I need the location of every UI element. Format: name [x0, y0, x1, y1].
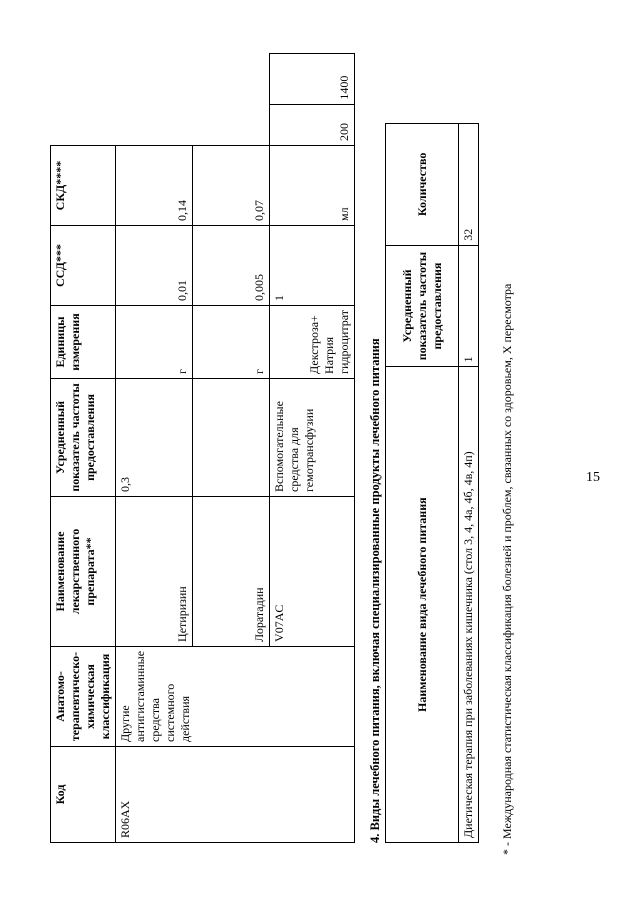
- header-diet-qty: Количество: [386, 124, 459, 246]
- cell-atc: Вспомогательные средства для гемотрансфузии: [270, 378, 355, 496]
- cell-skd: 0,14: [116, 146, 193, 226]
- header-diet-avg: Усредненный показатель частоты предоставления: [386, 245, 459, 367]
- cell-avg: [193, 378, 270, 496]
- header-avg: Усредненный показатель частоты предоставления: [51, 378, 116, 496]
- cell-code: V07AC: [270, 496, 355, 646]
- header-unit: Единицы измерения: [51, 306, 116, 379]
- header-diet-name: Наименование вида лечебного питания: [386, 367, 459, 843]
- drug-table-header: [51, 54, 116, 843]
- cell-avg: 0,3: [116, 378, 193, 496]
- table-row: [459, 124, 479, 843]
- page-number: 15: [586, 470, 600, 485]
- header-atc: Анатомо-терапевтическо-химическая классификация: [51, 646, 116, 746]
- cell-avg: 1: [270, 226, 355, 306]
- cell-ssd: 0,01: [116, 226, 193, 306]
- cell-ssd: 200: [270, 104, 355, 145]
- section-title: 4. Виды лечебного питания, включая специализированные продукты лечебного питания: [368, 338, 382, 843]
- cell-ssd: 0,005: [193, 226, 270, 306]
- cell-name: Цетиризин: [116, 496, 193, 646]
- cell-diet-qty: 32: [459, 124, 479, 246]
- cell-atc: Другие антигистаминные средства системного действия: [116, 646, 355, 746]
- diet-table-header: [386, 124, 459, 843]
- diet-table: [385, 123, 479, 843]
- header-name: Наименование лекарственного препарата**: [51, 496, 116, 646]
- table-row: [116, 54, 193, 843]
- cell-name: Декстроза+ Натрия гидроцитрат: [270, 306, 355, 379]
- cell-unit: г: [116, 306, 193, 379]
- cell-skd: 0,07: [193, 146, 270, 226]
- cell-unit: мл: [270, 146, 355, 226]
- cell-skd: 1400: [270, 54, 355, 105]
- footnote: * - Международная статистическая классификация болезней и проблем, связанных со здоровьем, X пересмотра: [500, 283, 514, 855]
- header-code: Код: [51, 747, 116, 843]
- header-skd: СКД****: [51, 146, 116, 226]
- drug-table: [50, 53, 355, 843]
- header-ssd: ССД***: [51, 226, 116, 306]
- cell-name: Лоратадин: [193, 496, 270, 646]
- cell-code: R06AX: [116, 747, 355, 843]
- cell-unit: г: [193, 306, 270, 379]
- cell-diet-name: Диетическая терапия при заболеваниях кишечника (стол 3, 4, 4а, 4б, 4в, 4п): [459, 367, 479, 843]
- cell-diet-avg: 1: [459, 245, 479, 367]
